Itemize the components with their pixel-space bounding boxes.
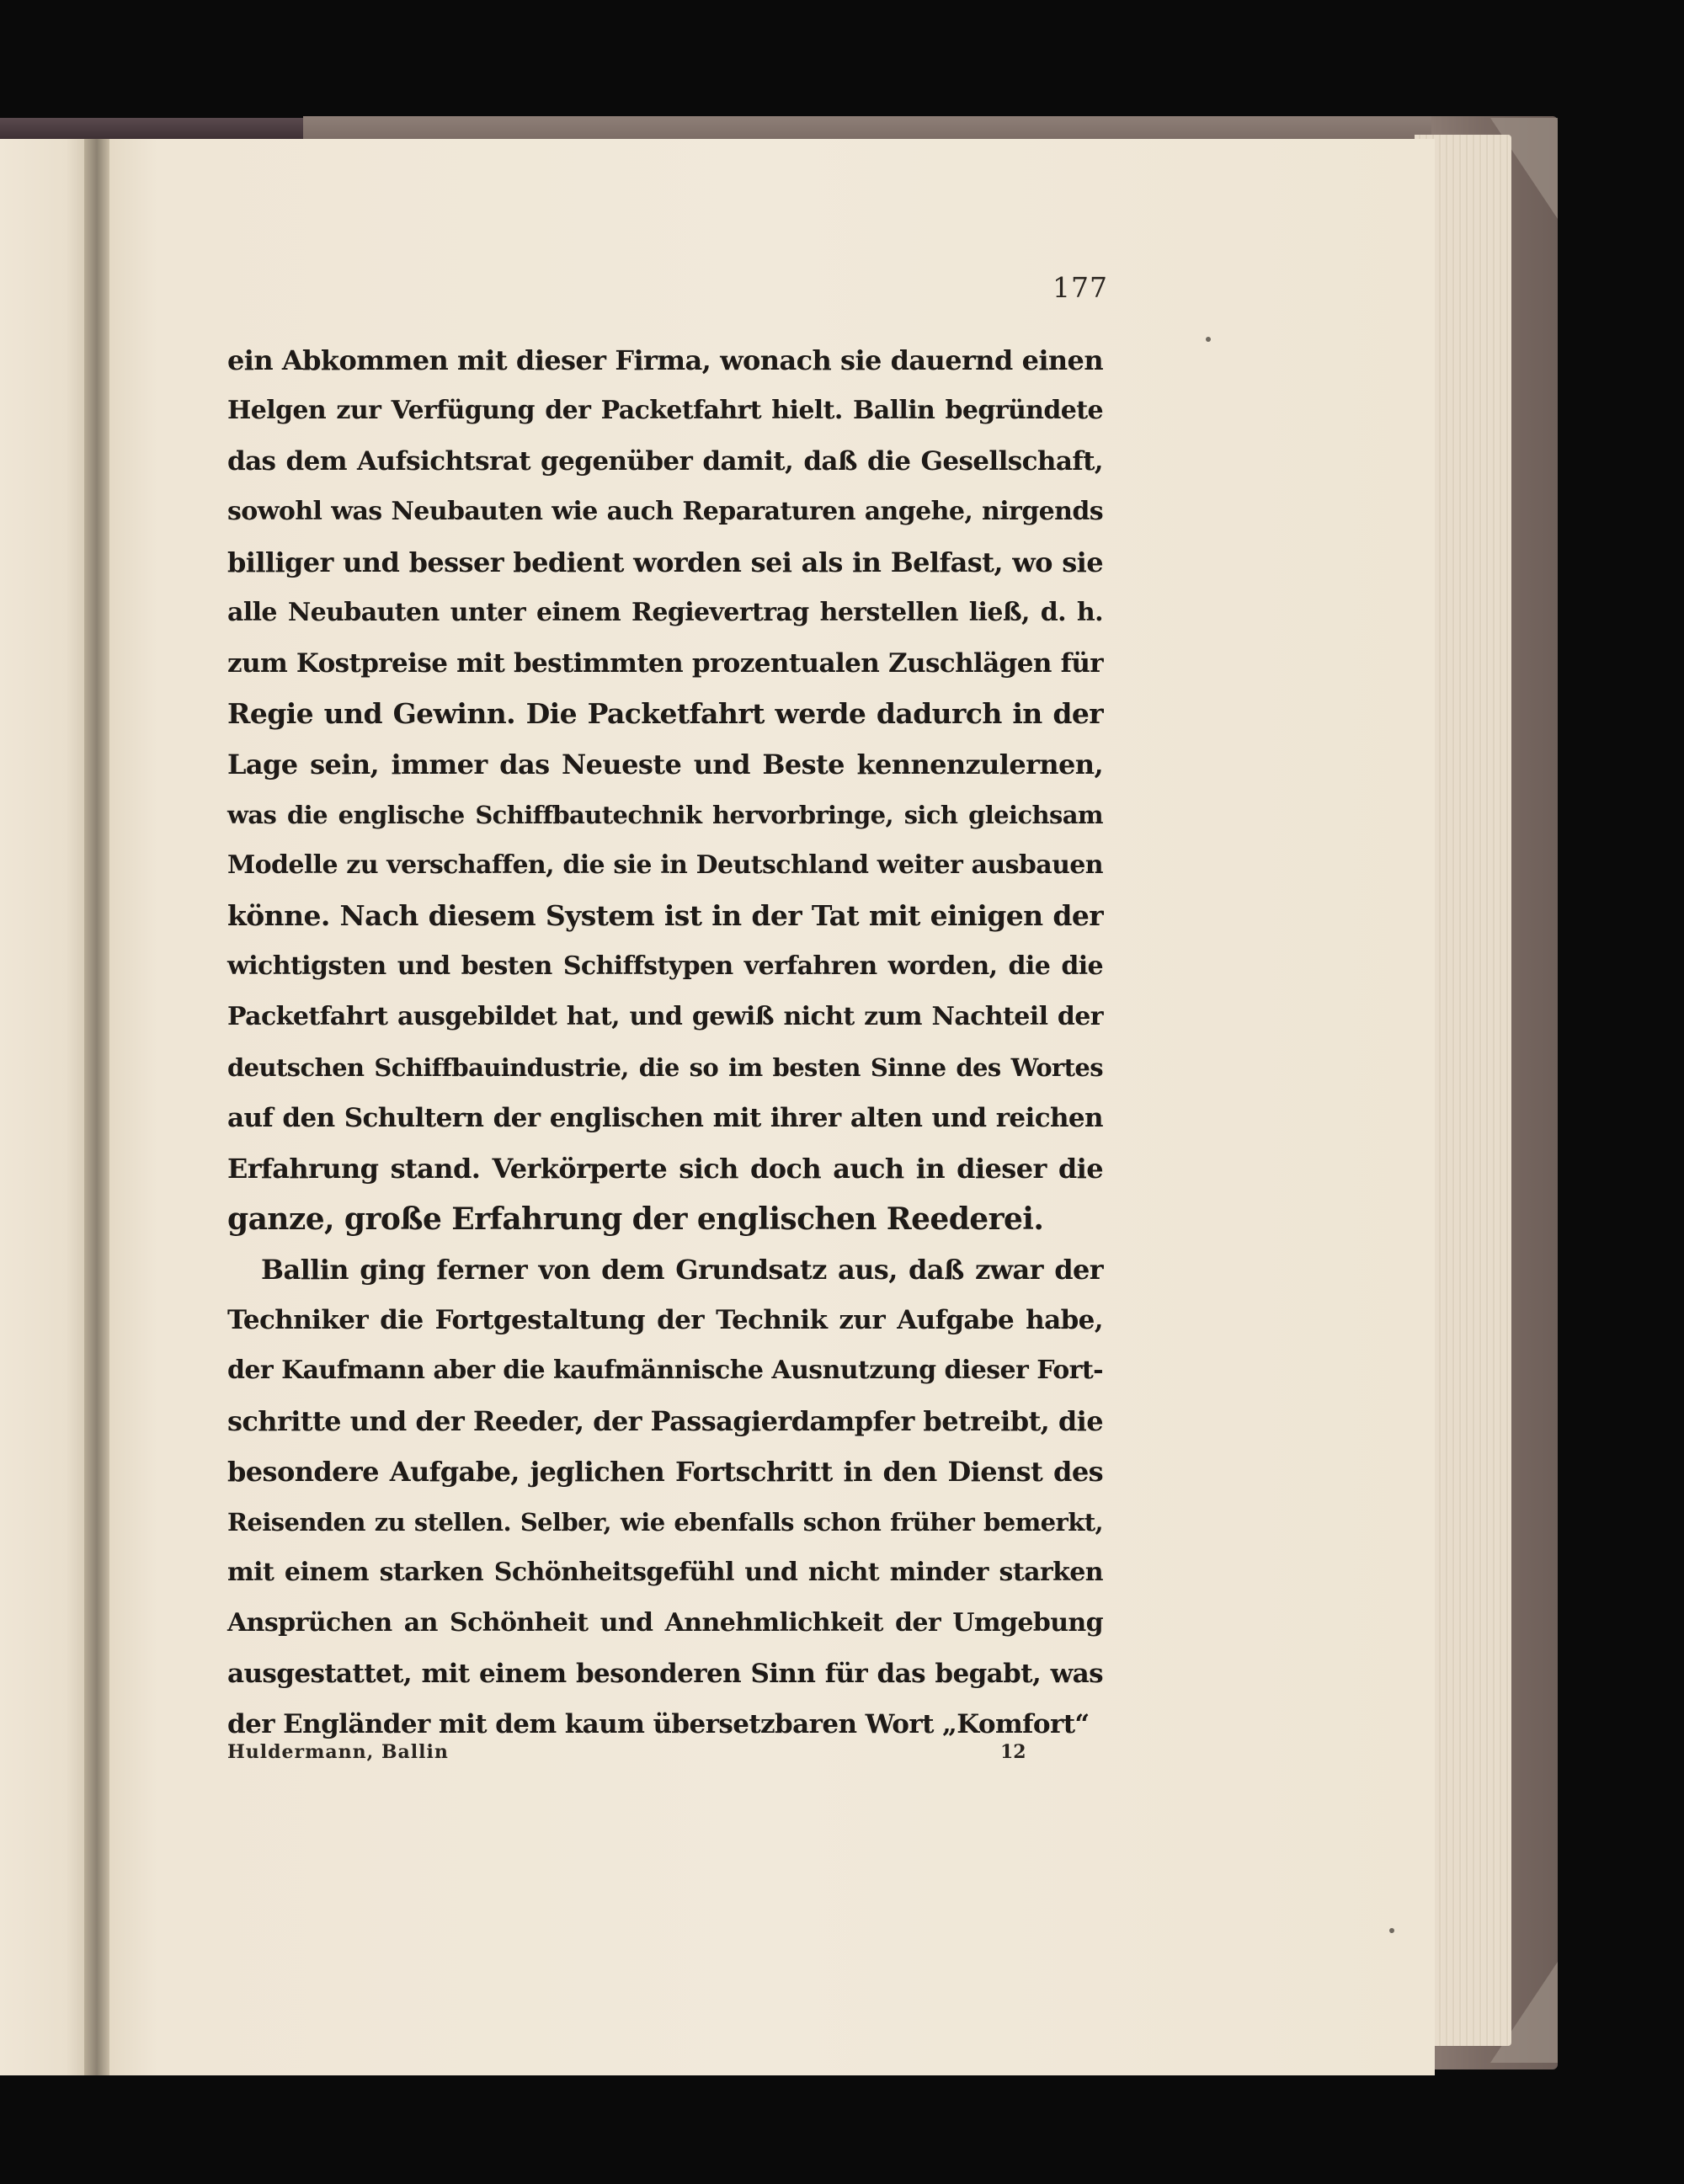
text-line: besondere Aufgabe, jeglichen Fortschritt in den Dienst des: [227, 1456, 1103, 1488]
text-line: sowohl was Neubauten wie auch Reparaturen angehe, nirgends: [227, 497, 1103, 526]
text-line: ein Abkommen mit dieser Firma, wonach sie dauernd einen: [227, 344, 1103, 376]
paper-speck: [1206, 337, 1211, 342]
text-line: ausgestattet, mit einem besonderen Sinn für das begabt, was: [227, 1659, 1103, 1689]
page-footer: [227, 1741, 1103, 1771]
book-gutter: [84, 139, 109, 2075]
text-line: was die englische Schiffbautechnik hervorbringe, sich gleichsam: [227, 801, 1103, 829]
text-line: der Kaufmann aber die kaufmännische Ausnutzung dieser Fort-: [227, 1356, 1103, 1385]
text-line: Ansprüchen an Schönheit und Annehmlichkeit der Umgebung: [227, 1608, 1103, 1638]
text-line: Lage sein, immer das Neueste und Beste kennenzulernen,: [227, 748, 1103, 780]
text-line: alle Neubauten unter einem Regievertrag herstellen ließ, d. h.: [227, 598, 1103, 627]
text-line: zum Kostpreise mit bestimmten prozentualen Zuschlägen für: [227, 648, 1103, 679]
left-cover-board: [0, 118, 320, 140]
text-line: Reisenden zu stellen. Selber, wie ebenfalls schon früher bemerkt,: [227, 1508, 1103, 1537]
text-line: Erfahrung stand. Verkörperte sich doch auch in dieser die: [227, 1153, 1103, 1185]
footer-signature-number: 12: [1000, 1741, 1026, 1763]
text-line: wichtigsten und besten Schiffstypen verfahren worden, die die: [227, 951, 1103, 981]
text-line: Ballin ging ferner von dem Grundsatz aus, daß zwar der: [261, 1254, 1103, 1286]
text-line: auf den Schultern der englischen mit ihrer alten und reichen: [227, 1103, 1103, 1133]
text-line: ganze, große Erfahrung der englischen Reederei.: [227, 1201, 1044, 1237]
text-line: Modelle zu verschaffen, die sie in Deutschland weiter ausbauen: [227, 850, 1103, 880]
text-line: Packetfahrt ausgebildet hat, und gewiß nicht zum Nachteil der: [227, 1002, 1103, 1031]
text-line: schritte und der Reeder, der Passagierdampfer betreibt, die: [227, 1405, 1103, 1437]
text-line: der Engländer mit dem kaum übersetzbaren Wort „Komfort“: [227, 1709, 1090, 1739]
text-line: Helgen zur Verfügung der Packetfahrt hielt. Ballin begründete: [227, 396, 1103, 425]
paper-speck: [1389, 1928, 1394, 1933]
page-number: 177: [1052, 271, 1108, 304]
text-line: könne. Nach diesem System ist in der Tat mit einigen der: [227, 899, 1103, 932]
footer-author-title: Huldermann, Ballin: [227, 1741, 449, 1763]
left-page: [0, 139, 94, 2075]
text-line: Techniker die Fortgestaltung der Technik zur Aufgabe habe,: [227, 1305, 1103, 1335]
text-line: billiger und besser bedient worden sei als in Belfast, wo sie: [227, 546, 1103, 578]
text-line: Regie und Gewinn. Die Packetfahrt werde dadurch in der: [227, 697, 1103, 730]
text-line: das dem Aufsichtsrat gegenüber damit, daß die Gesellschaft,: [227, 446, 1103, 477]
text-line: mit einem starken Schönheitsgefühl und nicht minder starken: [227, 1558, 1103, 1587]
body-text: [227, 335, 1103, 1750]
top-cover-edge: [303, 116, 1482, 141]
text-line: deutschen Schiffbauindustrie, die so im besten Sinne des Wortes: [227, 1053, 1103, 1082]
